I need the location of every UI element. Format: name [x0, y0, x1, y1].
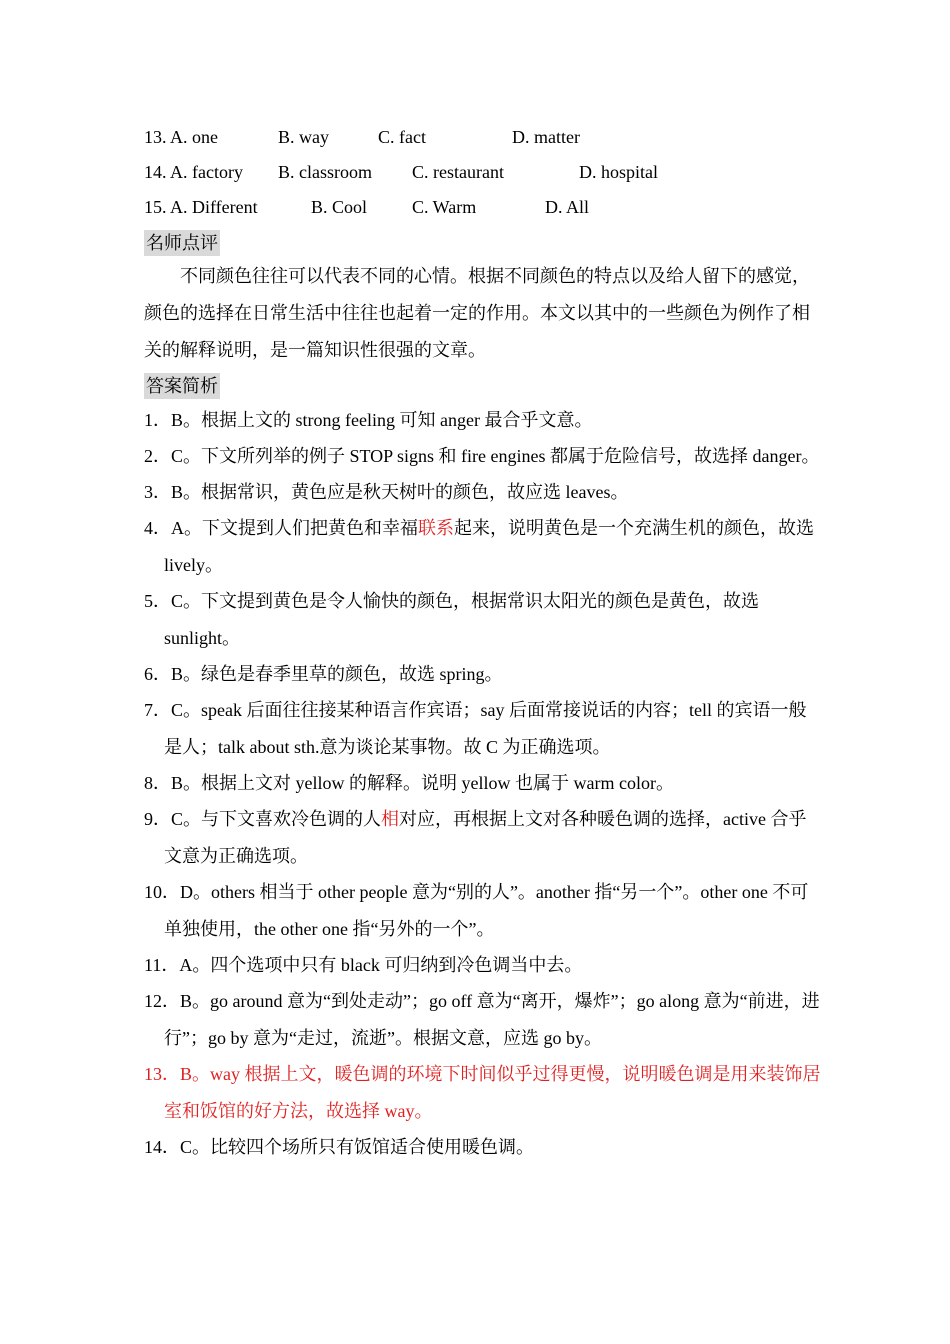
answer-text: B。绿色是春季里草的颜色，故选 spring。 — [171, 664, 503, 684]
answer-text: C。与下文喜欢冷色调的人 — [171, 809, 382, 829]
answer-number: 13． — [144, 1064, 180, 1084]
option-14-b: B. classroom — [278, 162, 372, 182]
option-15-b: B. Cool — [311, 197, 368, 217]
answer-number: 3． — [144, 482, 171, 502]
answer-number: 5． — [144, 591, 171, 611]
answer-number: 6． — [144, 664, 171, 684]
answer-text: C。下文提到黄色是令人愉快的颜色，根据常识太阳光的颜色是黄色，故选 sunlight。 — [164, 591, 760, 648]
answer-number: 14． — [144, 1137, 180, 1157]
answer-item-1 — [144, 402, 824, 439]
answer-number: 2． — [144, 446, 171, 466]
answer-text: D。others 相当于 other people 意为“别的人”。another 指“另一个”。other one 不可单独使用，the other one 指“另外的一个”。 — [164, 882, 809, 939]
option-14-a: 14. A. factory — [144, 162, 243, 182]
answers-label: 答案简析 — [144, 373, 220, 399]
answer-number: 4． — [144, 518, 171, 538]
answer-text: C。speak 后面往往接某种语言作宾语；say 后面常接说话的内容；tell 的宾语一般是人；talk about sth.意为谈论某事物。故 C 为正确选项。 — [164, 700, 807, 757]
answer-text: A。下文提到人们把黄色和幸福 — [171, 518, 418, 538]
option-15-c: C. Warm — [412, 197, 477, 217]
answer-item-7 — [144, 692, 824, 766]
answer-text: 对应，再根据上文对各种暖色调的选择，active 合乎文意为正确选项。 — [164, 809, 807, 866]
answer-text: C。下文所列举的例子 STOP signs 和 fire engines 都属于危险信号，故选择 danger。 — [171, 446, 820, 466]
answer-item-2 — [144, 438, 824, 475]
option-13-d: D. matter — [512, 127, 580, 147]
answer-number: 11． — [144, 955, 180, 975]
option-13-b: B. way — [278, 127, 329, 147]
answer-text: B。根据常识，黄色应是秋天树叶的颜色，故应选 leaves。 — [171, 482, 629, 502]
answer-item-3 — [144, 474, 824, 511]
answer-number: 9． — [144, 809, 171, 829]
answer-item-11 — [144, 947, 824, 984]
answer-item-10 — [144, 874, 824, 948]
answer-item-12 — [144, 983, 824, 1057]
highlighted-word: 联系 — [418, 518, 454, 538]
answer-item-9 — [144, 801, 824, 875]
answer-text: B。go around 意为“到处走动”；go off 意为“离开，爆炸”；go along 意为“前进，进行”；go by 意为“走过，流逝”。根据文意，应选 go by。 — [164, 991, 820, 1048]
option-14-d: D. hospital — [579, 162, 658, 182]
answer-item-14 — [144, 1129, 824, 1166]
option-14-c: C. restaurant — [412, 162, 504, 182]
answer-text: B。根据上文的 strong feeling 可知 anger 最合乎文意。 — [171, 410, 593, 430]
option-15-d: D. All — [545, 197, 590, 217]
highlighted-word: 相 — [381, 809, 400, 829]
answer-item-4 — [144, 510, 824, 584]
answer-number: 7． — [144, 700, 171, 720]
answer-text: A。四个选项中只有 black 可归纳到冷色调当中去。 — [179, 955, 583, 975]
answer-number: 8． — [144, 773, 171, 793]
answer-item-13 — [144, 1056, 824, 1130]
answer-list — [144, 402, 824, 1165]
commentary-text: 不同颜色往往可以代表不同的心情。根据不同颜色的特点以及给人留下的感觉，颜色的选择在日常生活中往往也起着一定的作用。本文以其中的一些颜色为例作了相关的解释说明，是一篇知识性很强的文章。 — [144, 266, 810, 360]
answer-text: 起来，说明黄色是一个充满生机的颜色，故选 lively。 — [164, 518, 814, 575]
answer-item-5 — [144, 583, 824, 657]
answer-text: B。way 根据上文，暖色调的环境下时间似乎过得更慢，说明暖色调是用来装饰居室和饭馆的好方法，故选择 way。 — [164, 1064, 821, 1121]
answer-number: 12． — [144, 991, 180, 1011]
answer-item-6 — [144, 656, 824, 693]
answer-text: B。根据上文对 yellow 的解释。说明 yellow 也属于 warm color。 — [171, 773, 674, 793]
option-13-c: C. fact — [378, 127, 426, 147]
answer-item-8 — [144, 765, 824, 802]
answer-text: C。比较四个场所只有饭馆适合使用暖色调。 — [180, 1137, 535, 1157]
commentary-label: 名师点评 — [144, 230, 220, 256]
option-13-a: 13. A. one — [144, 127, 219, 147]
answer-number: 10． — [144, 882, 180, 902]
option-15-a: 15. A. Different — [144, 197, 258, 217]
answer-number: 1． — [144, 410, 171, 430]
